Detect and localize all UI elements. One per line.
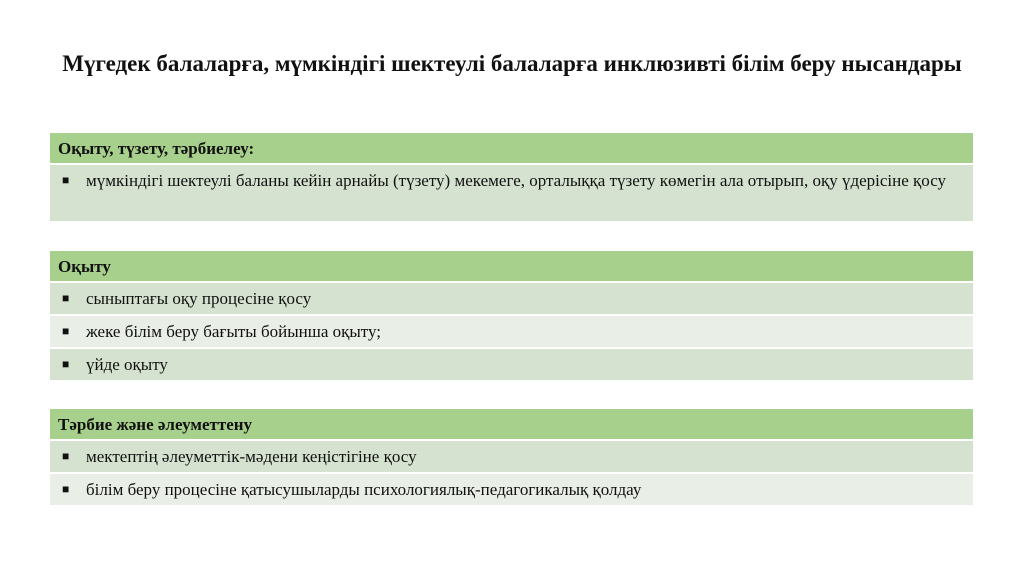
list-item — [50, 349, 973, 382]
list-item — [50, 283, 973, 316]
list-item — [50, 441, 973, 474]
list-item-text: үйде оқыту — [86, 355, 168, 374]
section-upbringing-socialization — [50, 409, 973, 507]
list-item-text: мүмкіндігі шектеулі баланы кейін арнайы (түзету) мекемеге, орталыққа түзету көмегін ала отырып, оқу үдерісіне қосу — [86, 171, 947, 190]
section-teaching — [50, 251, 973, 382]
page-title: Мүгедек балаларға, мүмкіндігі шектеулі балаларға инклюзивті білім беру нысандары — [62, 51, 962, 76]
square-bullet-icon: ■ — [62, 482, 70, 496]
list-item-text: білім беру процесіне қатысушыларды психологиялық-педагогикалық қолдау — [86, 480, 642, 499]
section-teaching-correction-upbringing — [50, 133, 973, 223]
square-bullet-icon: ■ — [62, 357, 70, 371]
square-bullet-icon: ■ — [62, 173, 70, 187]
square-bullet-icon: ■ — [62, 449, 70, 463]
section-header: Оқыту, түзету, тәрбиелеу: — [50, 133, 973, 165]
list-item — [50, 316, 973, 349]
list-item-text: мектептің әлеуметтік-мәдени кеңістігіне қосу — [86, 447, 417, 466]
square-bullet-icon: ■ — [62, 291, 70, 305]
list-item — [50, 165, 973, 223]
section-header: Тәрбие және әлеуметтену — [50, 409, 973, 441]
list-item-text: жеке білім беру бағыты бойынша оқыту; — [86, 322, 382, 341]
list-item — [50, 474, 973, 507]
square-bullet-icon: ■ — [62, 324, 70, 338]
list-item-text: сыныптағы оқу процесіне қосу — [86, 289, 312, 308]
section-header: Оқыту — [50, 251, 973, 283]
